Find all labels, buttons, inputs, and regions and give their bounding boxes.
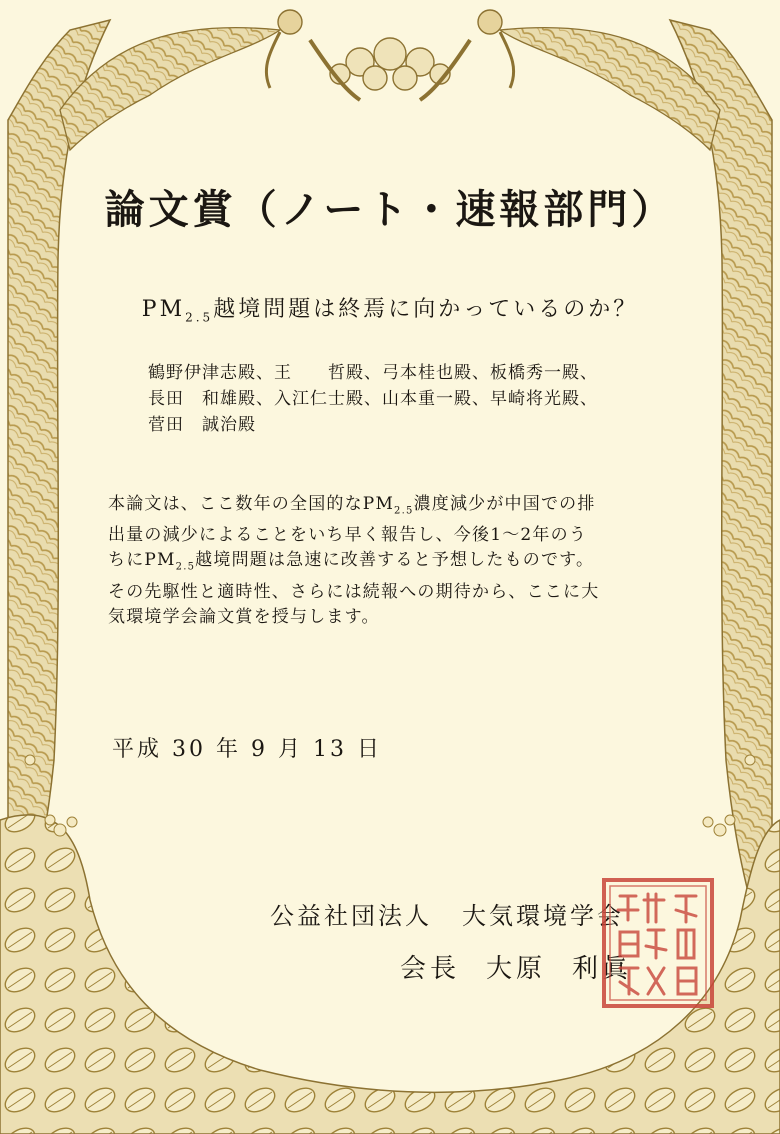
author-line: 鶴野伊津志殿、王 哲殿、弓本桂也殿、板橋秀一殿、: [148, 363, 598, 383]
organization-type: 公益社団法人: [270, 902, 432, 930]
citation-text-segment: 越境問題は急速に改善すると予想したものです。: [195, 550, 595, 571]
president-title: 会長: [400, 954, 461, 984]
citation-text-segment: 本論文は、ここ数年の全国的なPM: [108, 494, 395, 514]
citation-subscript: 2.5: [175, 561, 196, 573]
paper-title: [0, 292, 780, 324]
paper-title-suffix: 越境問題は終焉に向かっているのか？: [213, 297, 639, 322]
citation-line: [108, 548, 688, 579]
citation-line: その先駆性と適時性、さらには続報への期待から、ここに大: [108, 581, 600, 602]
citation-line: 気環境学会論文賞を授与します。: [108, 606, 380, 627]
citation-text: [108, 492, 688, 630]
citation-text-segment: ちにPM: [108, 550, 176, 571]
president-signature: [400, 948, 632, 985]
citation-line: 出量の減少によることをいち早く報告し、今後1～2年のう: [108, 525, 588, 546]
president-given-name: 利眞: [572, 954, 633, 984]
organization-name: [270, 896, 624, 931]
president-family-name: 大原: [486, 954, 547, 984]
author-line: 長田 和雄殿、入江仁士殿、山本重一殿、早崎将光殿、: [148, 389, 598, 409]
award-date: 平成 30 年 9 月 13 日: [112, 737, 382, 762]
award-title: 論文賞（ノート・速報部門）: [104, 186, 676, 233]
author-line: 菅田 誠治殿: [148, 415, 256, 435]
citation-text-segment: 濃度減少が中国での排: [413, 494, 596, 514]
paper-title-subscript: 2.5: [185, 310, 214, 325]
paper-title-prefix: PM: [141, 297, 186, 322]
organization-title: 大気環境学会: [462, 902, 624, 930]
author-list: [148, 360, 708, 438]
citation-line: [108, 492, 688, 523]
citation-subscript: 2.5: [394, 505, 414, 517]
official-seal-stamp: [600, 876, 716, 1010]
